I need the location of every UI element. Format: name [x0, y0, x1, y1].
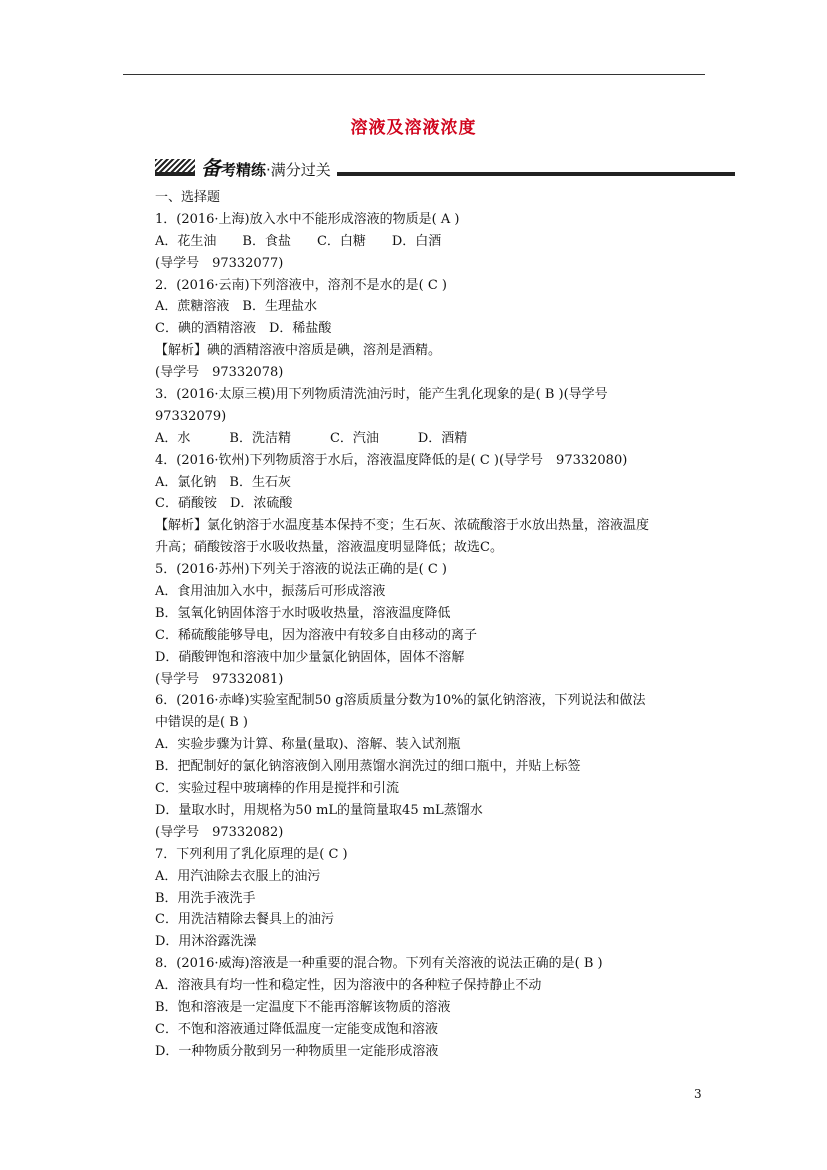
- q7-option-d: D．用沐浴露洗澡: [155, 934, 257, 950]
- q5-option-a: A．食用油加入水中，振荡后可形成溶液: [155, 584, 386, 600]
- q6-ref: (导学号 97332082): [155, 824, 284, 840]
- q4-options-cd: C．硝酸铵 D．浓硫酸: [155, 496, 293, 512]
- q5-option-d: D．硝酸钾饱和溶液中加少量氯化钠固体，固体不溶解: [155, 649, 465, 665]
- q7-option-a: A．用汽油除去衣服上的油污: [155, 868, 321, 884]
- q6-option-a: A．实验步骤为计算、称量(量取)、溶解、装入试剂瓶: [155, 737, 461, 753]
- q4-analysis-1: 【解析】氯化钠溶于水温度基本保持不变；生石灰、浓硫酸溶于水放出热量，溶液温度: [155, 518, 650, 534]
- question-3: 3．(2016·太原三模)用下列物质清洗油污时，能产生乳化现象的是( B )(导学号: [155, 387, 608, 403]
- q8-option-c: C．不饱和溶液通过降低温度一定能变成饱和溶液: [155, 1021, 438, 1037]
- q4-options-ab: A．氯化钠 B．生石灰: [155, 474, 291, 490]
- question-8: 8．(2016·威海)溶液是一种重要的混合物。下列有关溶液的说法正确的是( B ): [155, 956, 603, 972]
- section-heading: 一、选择题: [155, 190, 221, 205]
- q7-option-b: B．用洗手液洗手: [155, 890, 256, 906]
- page-number: 3: [694, 1087, 702, 1101]
- q5-option-c: C．稀硫酸能够导电，因为溶液中有较多自由移动的离子: [155, 627, 477, 643]
- question-2: 2．(2016·云南)下列溶液中，溶剂不是水的是( C ): [155, 277, 447, 293]
- banner-rest-text: ·满分过关: [266, 161, 331, 179]
- question-4: 4．(2016·钦州)下列物质溶于水后，溶液温度降低的是( C )(导学号 97332080): [155, 452, 628, 468]
- banner-bold-text: 考精练: [221, 161, 267, 179]
- banner-big-char: 备: [201, 156, 221, 180]
- q8-option-d: D．一种物质分散到另一种物质里一定能形成溶液: [155, 1043, 439, 1059]
- page-title: 溶液及溶液浓度: [350, 118, 477, 138]
- header-rule: [123, 74, 705, 75]
- q1-options: A．花生油 B．食盐 C．白糖 D．白酒: [155, 233, 442, 249]
- question-list: [155, 187, 705, 1063]
- question-1: 1．(2016·上海)放入水中不能形成溶液的物质是( A ): [155, 211, 460, 227]
- banner-label: [195, 152, 337, 181]
- q8-option-a: A．溶液具有均一性和稳定性，因为溶液中的各种粒子保持静止不动: [155, 978, 542, 994]
- q6-option-d: D．量取水时，用规格为50 mL的量筒量取45 mL蒸馏水: [155, 802, 483, 818]
- q5-option-b: B．氢氧化钠固体溶于水时吸收热量，溶液温度降低: [155, 605, 451, 621]
- q8-option-b: B．饱和溶液是一定温度下不能再溶解该物质的溶液: [155, 999, 451, 1015]
- q3-ref: 97332079): [155, 408, 227, 424]
- q7-option-c: C．用洗洁精除去餐具上的油污: [155, 912, 334, 928]
- q5-ref: (导学号 97332081): [155, 671, 284, 687]
- q2-options-cd: C．碘的酒精溶液 D．稀盐酸: [155, 321, 332, 337]
- q2-ref: (导学号 97332078): [155, 365, 284, 381]
- q6-option-b: B．把配制好的氯化钠溶液倒入刚用蒸馏水润洗过的细口瓶中，并贴上标签: [155, 759, 581, 775]
- question-6-cont: 中错误的是( B ): [155, 715, 248, 731]
- q2-analysis: 【解析】碘的酒精溶液中溶质是碘，溶剂是酒精。: [155, 343, 442, 359]
- question-7: 7．下列利用了乳化原理的是( C ): [155, 846, 348, 862]
- section-banner: [155, 150, 735, 180]
- q3-options: A．水 B．洗洁精 C．汽油 D．酒精: [155, 430, 468, 446]
- q4-analysis-2: 升高；硝酸铵溶于水吸收热量，溶液温度明显降低；故选C。: [155, 540, 503, 556]
- question-6: 6．(2016·赤峰)实验室配制50 g溶质质量分数为10%的氯化钠溶液，下列说法和做法: [155, 693, 646, 709]
- question-5: 5．(2016·苏州)下列关于溶液的说法正确的是( C ): [155, 562, 447, 578]
- q1-ref: (导学号 97332077): [155, 255, 284, 271]
- q2-options-ab: A．蔗糖溶液 B．生理盐水: [155, 299, 317, 315]
- q6-option-c: C．实验过程中玻璃棒的作用是搅拌和引流: [155, 781, 399, 797]
